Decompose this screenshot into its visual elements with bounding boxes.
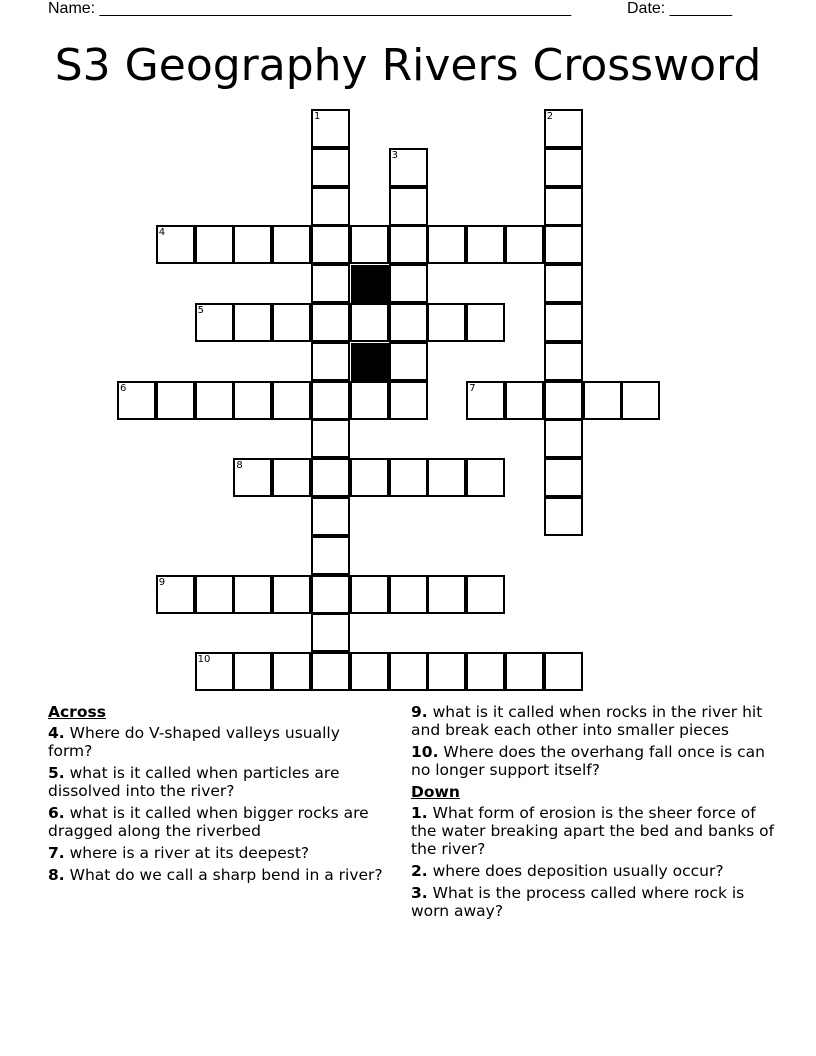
clue-number: 6.: [48, 804, 65, 822]
crossword-cell[interactable]: [466, 575, 505, 614]
crossword-cell[interactable]: [621, 381, 660, 420]
crossword-cell[interactable]: [195, 303, 234, 342]
crossword-cell[interactable]: [544, 381, 583, 420]
clue-text: Where do V-shaped valleys usually form?: [48, 724, 340, 760]
clue-number: 2.: [411, 862, 428, 880]
clue-number: 3.: [411, 884, 428, 902]
crossword-cell[interactable]: [272, 225, 311, 264]
clue-number: 1.: [411, 804, 428, 822]
crossword-cell[interactable]: [195, 225, 234, 264]
crossword-cell[interactable]: [233, 225, 272, 264]
crossword-cell[interactable]: [233, 575, 272, 614]
cell-number: 8: [236, 460, 243, 472]
clue-across-6: [48, 804, 388, 840]
crossword-cell[interactable]: [466, 381, 505, 420]
crossword-cell[interactable]: [544, 264, 583, 303]
clue-across-9: [411, 703, 781, 739]
crossword-cell[interactable]: [311, 497, 350, 536]
crossword-cell[interactable]: [272, 458, 311, 497]
cell-number: 7: [469, 382, 476, 394]
cell-number: 3: [391, 149, 398, 161]
crossword-cell[interactable]: [389, 303, 428, 342]
date-field-label: Date: _______: [627, 0, 732, 17]
clue-number: 10.: [411, 743, 439, 761]
crossword-cell[interactable]: [389, 264, 428, 303]
crossword-cell[interactable]: [311, 381, 350, 420]
clue-down-3: [411, 884, 781, 920]
crossword-cell[interactable]: [350, 575, 389, 614]
cell-number: 9: [158, 576, 166, 588]
crossword-cell[interactable]: [311, 536, 350, 575]
clue-text: where does deposition usually occur?: [432, 862, 724, 880]
clue-text: What form of erosion is the sheer force of the water breaking apart the bed and banks of the river?: [411, 804, 775, 858]
crossword-cell[interactable]: [544, 652, 583, 691]
crossword-cell[interactable]: [311, 303, 350, 342]
crossword-cell[interactable]: [311, 148, 350, 187]
crossword-cell[interactable]: [233, 458, 272, 497]
crossword-cell[interactable]: [311, 419, 350, 458]
clue-across-7: [48, 844, 388, 862]
crossword-cell[interactable]: [195, 575, 234, 614]
clue-down-2: [411, 862, 781, 880]
crossword-cell[interactable]: [389, 575, 428, 614]
crossword-cell[interactable]: [544, 187, 583, 226]
crossword-cell[interactable]: [156, 575, 195, 614]
crossword-cell[interactable]: [311, 458, 350, 497]
clue-number: 8.: [48, 866, 65, 884]
crossword-cell[interactable]: [389, 187, 428, 226]
crossword-cell[interactable]: [389, 381, 428, 420]
crossword-cell[interactable]: [350, 225, 389, 264]
crossword-cell[interactable]: [272, 652, 311, 691]
crossword-cell[interactable]: [544, 342, 583, 381]
crossword-cell[interactable]: [311, 613, 350, 652]
crossword-cell[interactable]: [389, 148, 428, 187]
crossword-cell[interactable]: [156, 381, 195, 420]
crossword-cell[interactable]: [389, 458, 428, 497]
clue-down-1: [411, 804, 781, 858]
crossword-cell[interactable]: [466, 652, 505, 691]
crossword-cell[interactable]: [466, 303, 505, 342]
clues-column-right: [411, 703, 781, 924]
cell-number: 10: [197, 654, 211, 666]
cell-number: 4: [158, 227, 166, 239]
crossword-cell[interactable]: [311, 652, 350, 691]
crossword-cell[interactable]: [156, 225, 195, 264]
clue-text: Where does the overhang fall once is can no longer support itself?: [411, 743, 765, 779]
crossword-cell[interactable]: [117, 381, 156, 420]
clue-number: 9.: [411, 703, 428, 721]
crossword-cell[interactable]: [311, 575, 350, 614]
black-square: [351, 265, 390, 304]
clue-across-4: [48, 724, 388, 760]
crossword-cell[interactable]: [350, 652, 389, 691]
crossword-cell[interactable]: [233, 652, 272, 691]
crossword-cell[interactable]: [350, 381, 389, 420]
crossword-cell[interactable]: [389, 225, 428, 264]
clue-text: what is it called when rocks in the river hit and break each other into smaller pieces: [411, 703, 763, 739]
crossword-cell[interactable]: [311, 109, 350, 148]
name-field-label: Name: _____________________________________________________: [48, 0, 572, 17]
crossword-cell[interactable]: [427, 225, 466, 264]
across-heading: Across: [48, 703, 106, 721]
crossword-cell[interactable]: [466, 458, 505, 497]
crossword-cell[interactable]: [272, 575, 311, 614]
crossword-cell[interactable]: [272, 303, 311, 342]
crossword-cell[interactable]: [544, 303, 583, 342]
crossword-cell[interactable]: [544, 225, 583, 264]
crossword-cell[interactable]: [427, 652, 466, 691]
clue-number: 4.: [48, 724, 65, 742]
crossword-cell[interactable]: [505, 225, 544, 264]
clue-text: What do we call a sharp bend in a river?: [69, 866, 383, 884]
crossword-cell[interactable]: [195, 381, 234, 420]
crossword-cell[interactable]: [311, 342, 350, 381]
crossword-cell[interactable]: [350, 303, 389, 342]
clue-across-5: [48, 764, 388, 800]
cell-number: 5: [197, 305, 204, 316]
cell-number: 6: [120, 382, 127, 394]
crossword-cell[interactable]: [233, 303, 272, 342]
crossword-cell[interactable]: [311, 264, 350, 303]
clue-number: 7.: [48, 844, 65, 862]
crossword-cell[interactable]: [427, 303, 466, 342]
crossword-cell[interactable]: [427, 575, 466, 614]
cell-number: 1: [314, 111, 321, 122]
crossword-cell[interactable]: [427, 458, 466, 497]
crossword-cell[interactable]: [233, 381, 272, 420]
crossword-cell[interactable]: [389, 652, 428, 691]
crossword-cell[interactable]: [583, 381, 622, 420]
clue-across-8: [48, 866, 388, 884]
crossword-cell[interactable]: [544, 497, 583, 536]
black-square: [351, 343, 390, 382]
clue-across-10: [411, 743, 781, 779]
cell-number: 2: [546, 111, 554, 122]
clue-text: what is it called when particles are dissolved into the river?: [48, 764, 340, 800]
crossword-cell[interactable]: [466, 225, 505, 264]
crossword-cell[interactable]: [311, 225, 350, 264]
clue-text: What is the process called where rock is worn away?: [411, 884, 745, 920]
crossword-cell[interactable]: [350, 458, 389, 497]
crossword-cell[interactable]: [505, 381, 544, 420]
crossword-cell[interactable]: [272, 381, 311, 420]
crossword-cell[interactable]: [311, 187, 350, 226]
clue-text: where is a river at its deepest?: [69, 844, 310, 862]
crossword-cell[interactable]: [389, 342, 428, 381]
down-heading: Down: [411, 783, 460, 801]
page-title: S3 Geography Rivers Crossword: [54, 40, 762, 91]
clue-number: 5.: [48, 764, 65, 782]
crossword-cell[interactable]: [544, 148, 583, 187]
crossword-cell[interactable]: [544, 458, 583, 497]
clue-text: what is it called when bigger rocks are dragged along the riverbed: [48, 804, 369, 840]
crossword-cell[interactable]: [195, 652, 234, 691]
crossword-cell[interactable]: [505, 652, 544, 691]
clues-column-left: [48, 703, 388, 888]
crossword-cell[interactable]: [544, 419, 583, 458]
crossword-cell[interactable]: [544, 109, 583, 148]
